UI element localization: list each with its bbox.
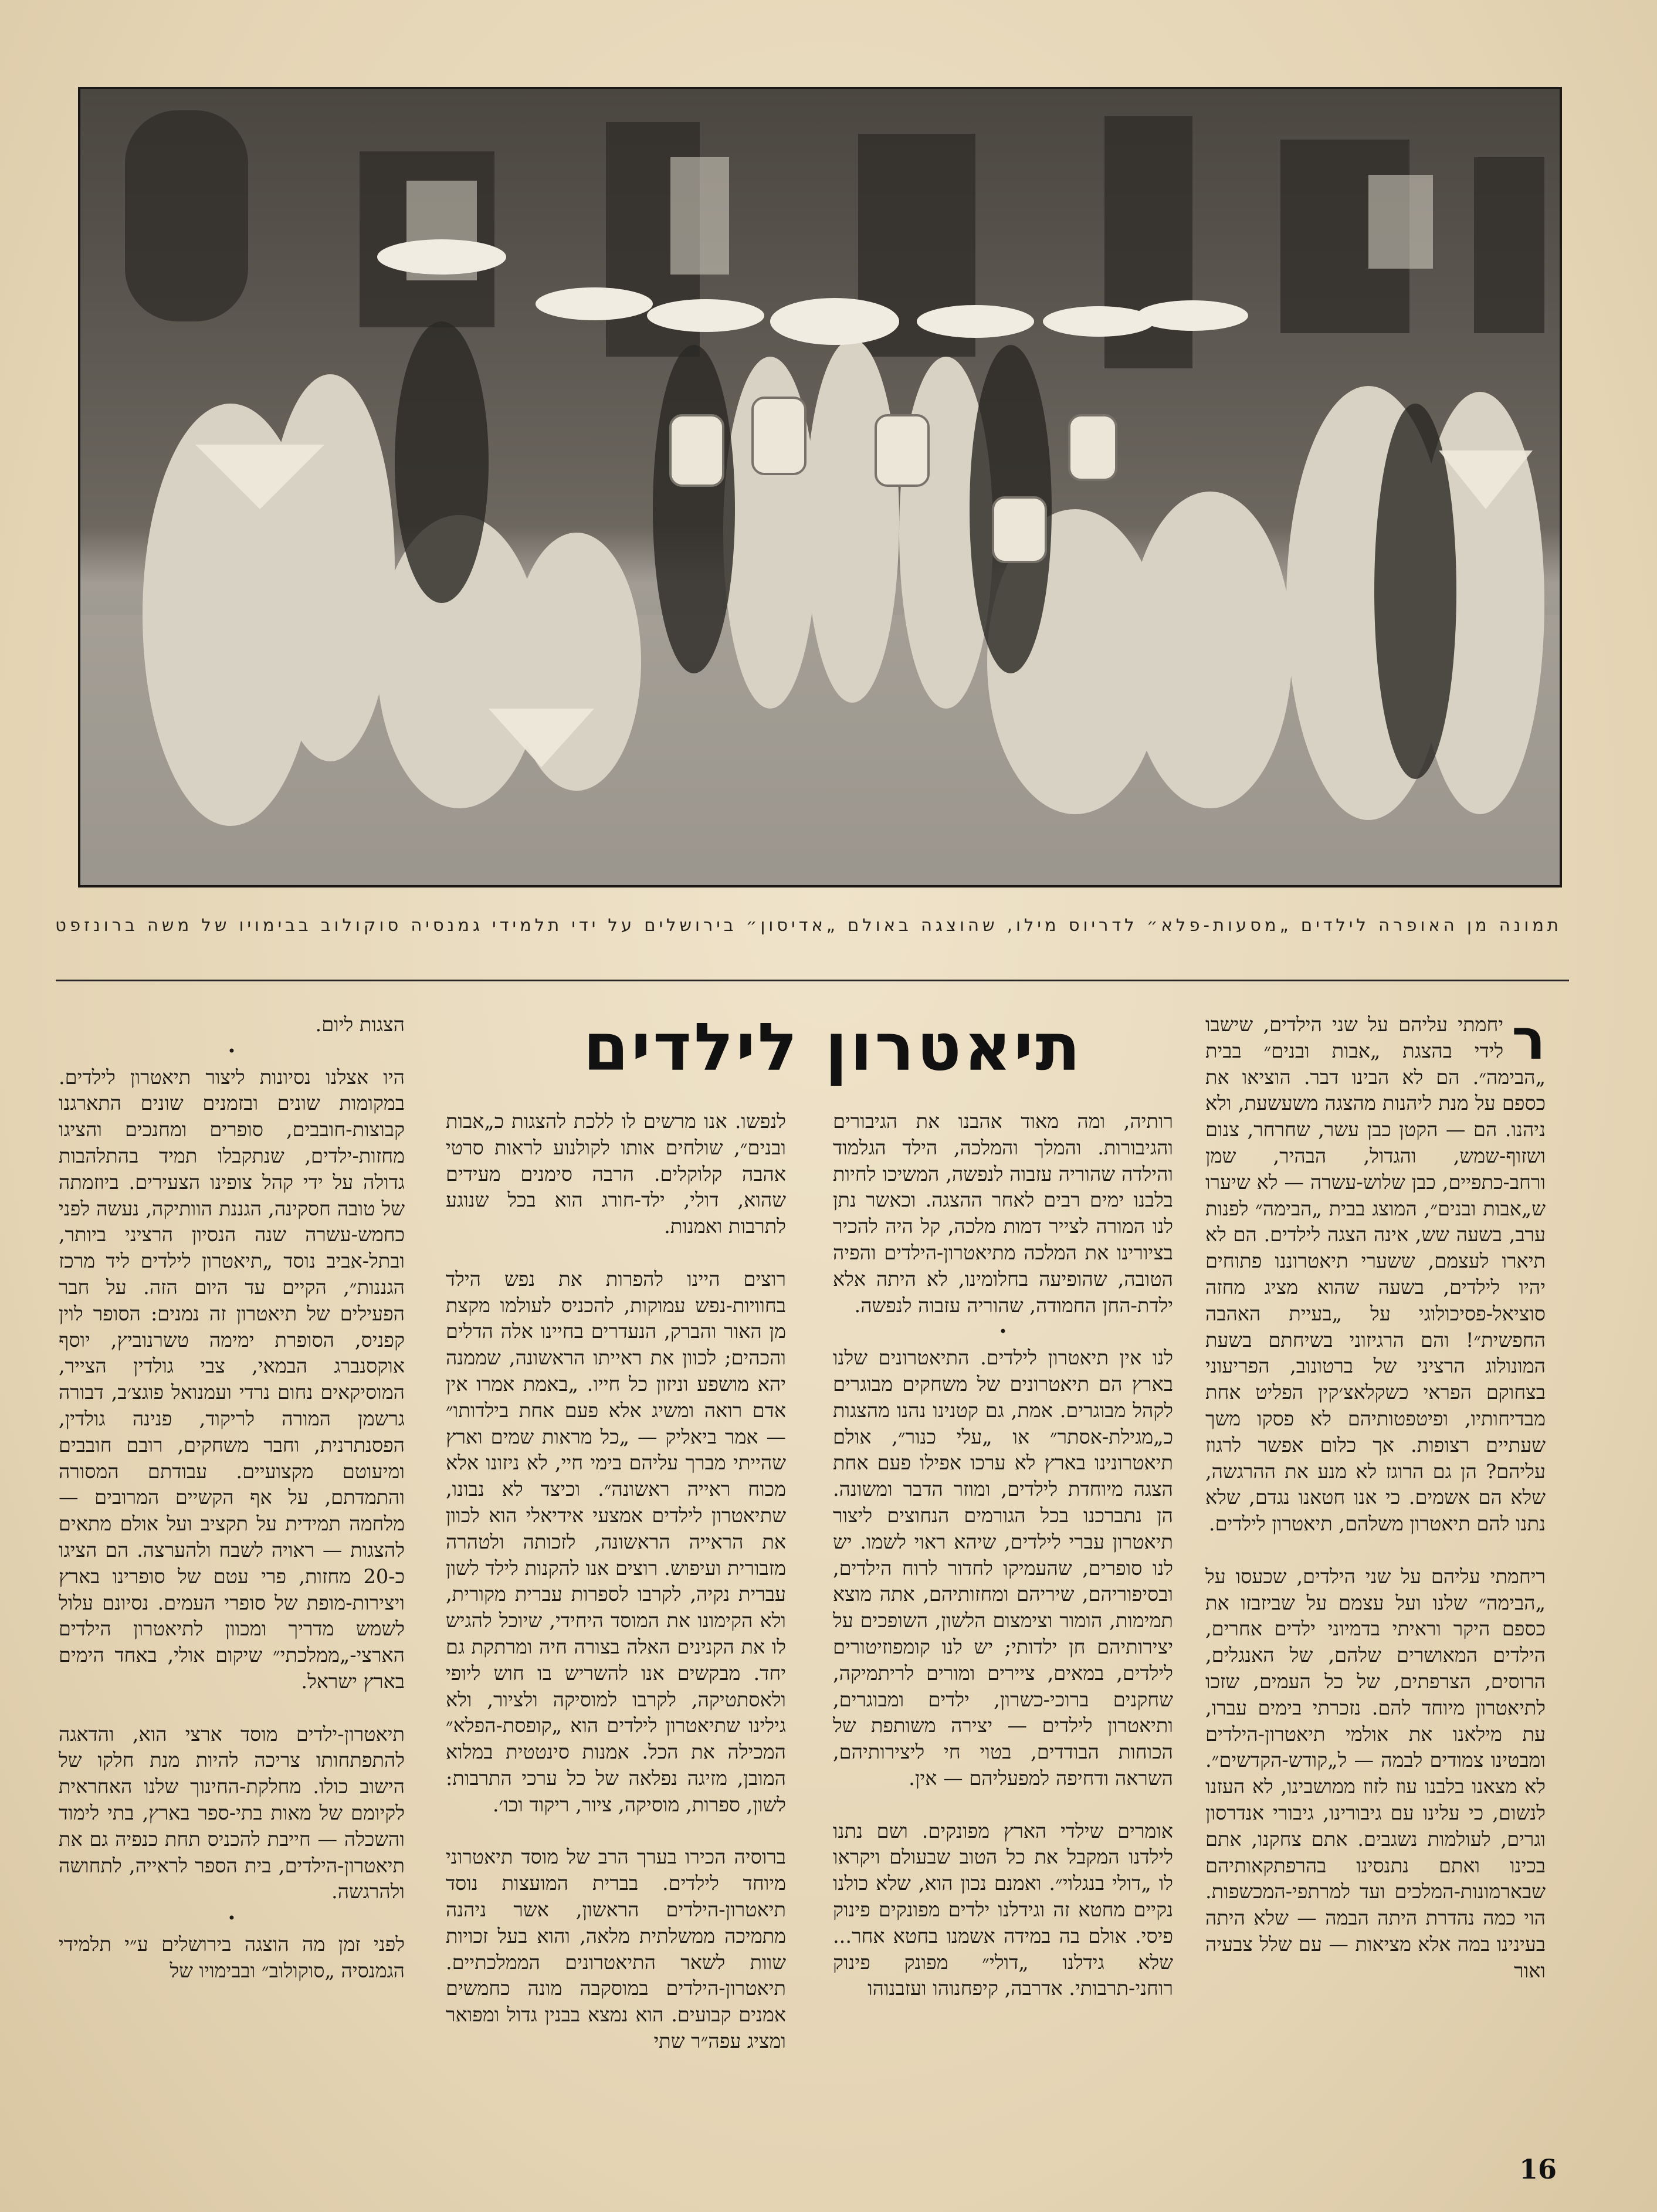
paragraph: לנפשו. אנו מרשים לו ללכת להצגות כ„אבות ובנים״, שולחים אותו לקולנוע לראות סרטי אהבה קלוקלים. הרבה סימנים מעידים שהוא, דולי, ילד-חורג הוא בכל שנוגע לתרבות ואמנות. [446,1110,786,1238]
stage-photograph [78,87,1562,887]
paragraph: אומרים שילדי הארץ מפונקים. ושם נתנו לילדנו המקבל את כל הטוב שבעולם ויקראו לו „דולי בנגלוי״. ואמנם נכון הוא, שלא כולנו נקיים מחטא זה וגידלנו ילדים מפונקים פינוק פיסי. אולם בה במידה אשמנו בחטא אחר... שלא גידלנו „דולי״ מפונק פינוק רוחני-תרבותי. אדרבה, קיפחנוהו ועזבנוהו [833,1819,1173,2000]
paragraph-gap [59,1695,405,1722]
text-column-2 [833,1109,1173,2138]
text-column-1 [1205,1012,1546,2138]
photo-caption: תמונה מן האופרה לילדים „מסעות-פלא״ לדריוס מילו, שהוצגה באולם „אדיסון״ בירושלים על ידי תלמידי גמנסיה סוקולוב בבימויו של משה ברונזפט [55,915,1562,935]
paragraph: רותיה, ומה מאוד אהבנו את הגיבורים והגיבורות. והמלך והמלכה, הילד הגלמוד והילדה שהוריה עזבוה לנפשה, המשיכו לחיות בלבנו ימים רבים לאחר ההצגה. וכאשר נתן לנו המורה לצייר דמות מלכה, קל היה להכיר בציורינו את המלכה מתיאטרון-הילדים והפיה הטובה, שהופיעה בחלומינו, לא היתה אלא ילדת-החן החמודה, שהוריה עזבוה לנפשה. [833,1110,1173,1317]
article-headline: תיאטרון לילדים [583,1010,1083,1086]
section-star: • [998,1323,1008,1340]
paragraph: היו אצלנו נסיונות ליצור תיאטרון לילדים. במקומות שונים ובזמנים שונים התארגנו קבוצות-חובבים, סופרים ומחנכים והציגו מחזות-ילדים, שנתקבלו תמיד בהתלהבות גדולה על ידי קהל צופינו הצעירים. ביוזמתה של טובה חסקינה, הגננת הוותיקה, נעשה לפני כחמש-עשרה שנה הנסיון הרציני ביותר, ובתל-אביב נוסד „תיאטרון לילדים ליד מרכז הגננות״, הקיים עד היום הזה. על חבר הפעילים של תיאטרון זה נמנים: הסופר לוין קפניס, הסופרת ימימה טשרנוביץ, יוסף אוקסנברג הבמאי, צבי גולדין הצייר, המוסיקאים נחום נרדי ועמנואל פוגצ׳ב, דבורה גרשמן המורה לריקוד, פנינה גולדין, הפסנתרנית, וחבר משחקים, רובם חובבים ומיעוטם מקצועיים. עבודתם המסורה והתמדתם, על אף הקשיים המרובים — מלחמה תמידית על תקציב ועל אולם מתאים להצגות — ראויה לשבח ולהערצה. הם הציגו כ-20 מחזות, פרי עטם של סופרינו בארץ ויצירות-מופת של סופרי העמים. נסיונם עלול לשמש מדריך ומכוון לתיאטרון הילדים הארצי-„ממלכתי״ שיקום אולי, באחד הימים בארץ ישראל. [59,1065,405,1693]
paragraph: יחמתי עליהם על שני הילדים, שישבו לידי בהצגת „אבות ובנים״ בבית „הבימה״. הם לא הבינו דבר. הוציאו את כספם על מנת ליהנות מהצגה משעשעת, ולא ניהנו. הם — הקטן כבן עשר, שחרחר, צנום ושזוף-שמש, והגדול, הבהיר, שמן ורחב-כתפיים, כבן שלוש-עשרה — לא שיערו ש„אבות ובנים״, המוצג בבית „הבימה״ לפנות ערב, בשעה שש, אינה הצגה לילדים. הם לא תיארו לעצמם, ששערי תיאטרוננו פתוחים יהיו לילדים, בשעה שהוא מציג מחזה סוציאל-פסיכולוגי על „בעיית האהבה החפשית״! והם הרגיזוני בשיחתם בשעת המונולוג הרציני של ברטונוב, הפריעוני בצחוקם הפראי כשקלאצ׳קין הפליט אחת מבדיחותיו, ופיטפטותיהם לא פסקו משך שעתיים רצופות. אך כלום אפשר לרגוז עליהם? הן גם הרוגז לא מנע את ההרגשה, שלא הם אשמים. כי אנו חטאנו נגדם, שלא נתנו להם תיאטרון משלהם, תיאטרון לילדים. [1205,1013,1546,1536]
paragraph: לנו אין תיאטרון לילדים. התיאטרונים שלנו בארץ הם תיאטרונים של משחקים מבוגרים לקהל מבוגרים. אמת, גם קטנינו נהנו מהצגות כ„מגילת-אסתר״ או „עלי כנור״, אולם תיאטרונינו בארץ לא ערכו אפילו פעם אחת הצגה מיוחדת לילדים, ומוזר הדבר ומשונה. הן נתברכנו בכל הגורמים הנחוצים ליצור תיאטרון עברי לילדים, שיהא ראוי לשמו. יש לנו סופרים, שהעמיקו לחדור לרוח הילדים, ובסיפוריהם, שיריהם ומחזותיהם, אתה מוצא תמימות, הומור וצימצום הלשון, השופכים על יצירותיהם חן ילדותי; יש לנו קומפוזיטורים לילדים, במאים, ציירים ומורים לריתמיקה, שחקנים ברוכי-כשרון, ילדים ומבוגרים, ותיאטרון לילדים — יצירה משותפת של הכוחות הבודדים, בטוי חי ליצירותיהם, השראה ודחיפה למפעליהם — אין. [833,1346,1173,1790]
paragraph: הצגות ליום. [315,1013,405,1036]
text-column-3 [446,1109,786,2138]
photo-stage-scene-icon [78,87,1562,887]
page-number: 16 [1519,2153,1557,2185]
paragraph: תיאטרון-ילדים מוסד ארצי הוא, והדאגה להתפתחותו צריכה להיות מנת חלקו של הישוב כולו. מחלקת-החינוך שלנו האחראית לקיומם של מאות בתי-ספר בארץ, בתי לימוד והשכלה — חייבת להכניס תחת כנפיה גם את תיאטרון-הילדים, בית הספר לראייה, לתחושה ולהרגשה. [59,1722,405,1903]
paragraph: לפני זמן מה הוצגה בירושלים ע״י תלמידי הגמנסיה „סוקולוב״ ובבימויו של [59,1932,405,1982]
section-star: • [227,1910,236,1927]
paragraph-gap [446,1240,786,1266]
paragraph-gap [446,1818,786,1845]
paragraph-gap [833,1792,1173,1818]
divider-line [56,980,1569,981]
paragraph: ריחמתי עליהם על שני הילדים, שכעסו על „הבימה״ שלנו ועל עצמם על שביזבזו את כספם היקר וראיתי בדמיוני ילדים אחרים, הילדים המאושרים שלהם, של האנגלים, הרוסים, הצרפתים, של כל העמים, שזכו לתיאטרון מיוחד להם. נזכרתי בימים עברו, עת מילאנו את אולמי תיאטרון-הילדים ומבטינו צמודים לבמה — ל„קודש-הקדשים״. לא מצאנו בלבנו עוז לזוז ממושבינו, לא העזנו לנשום, כי עלינו עם גיבורינו, גיבורי אנדרסון וגרים, לעולמות נשגבים. אתם צחקנו, אתם בכינו ואתם נתנסינו בהרפתקאותיהם שבארמונות-המלכים ועד למרתפי-המכשפות. הוי כמה נהדרת היתה הבמה — שלא היתה בעינינו במה אלא מציאות — עם שלל צבעיה ואור [1205,1564,1546,1982]
section-star: • [227,1042,236,1059]
drop-cap: ר [1512,1012,1546,1072]
text-column-4 [59,1012,405,2138]
paragraph-gap [1205,1537,1546,1564]
paragraph: ברוסיה הכירו בערך הרב של מוסד תיאטרוני מיוחד לילדים. בברית המועצות נוסד תיאטרון-הילדים הראשון, אשר ניהנה מתמיכה ממשלתית מלאה, והוא בעל זכויות שוות לשאר התיאטרונים הממלכתיים. תיאטרון-הילדים במוסקבה מונה כחמשים אמנים קבועים. הוא נמצא בבנין גדול ומפואר ומציג עפה״ר שתי [446,1845,786,2052]
paragraph: רוצים היינו להפרות את נפש הילד בחוויות-נפש עמוקות, להכניס לעולמו מקצת מן האור והברק, הנעדרים בחיינו אלה הדלים והכהים; לכוון את ראייתו הראשונה, שממנה יהא מושפע וניזון כל חייו. „באמת אמרו אין אדם רואה ומשיג אלא פעם אחת בילדותו״ — אמר ביאליק — „כל מראות שמים וארץ שהייתי מברך עליהם בימי חיי, לא ניזונו אלא מכוח ראייה ראשונה״. וכיצד לא נבונו, שתיאטרון לילדים אמצעי אידיאלי הוא לכוון את הראייה הראשונה, לזכותה ולטהרה מזבורית ועיפוש. רוצים אנו להקנות לילד לשון עברית נקיה, לקרבו לספרות עברית מקורית, ולא הקימונו את המוסד היחידי, שיוכל להגיש לו את הקנינים האלה בצורה חיה ומרתקת גם יחד. מבקשים אנו להשריש בו חוש ליופי ולאסתטיקה, לקרבו למוסיקה ולציור, ולא גילינו שתיאטרון לילדים הוא „קופסת-הפלא״ המכילה את הכל. אמנות סינטטית במלוא המובן, מזיגה נפלאה של כל ערכי התרבות: לשון, ספרות, מוסיקה, ציור, ריקוד וכו׳. [446,1267,786,1816]
